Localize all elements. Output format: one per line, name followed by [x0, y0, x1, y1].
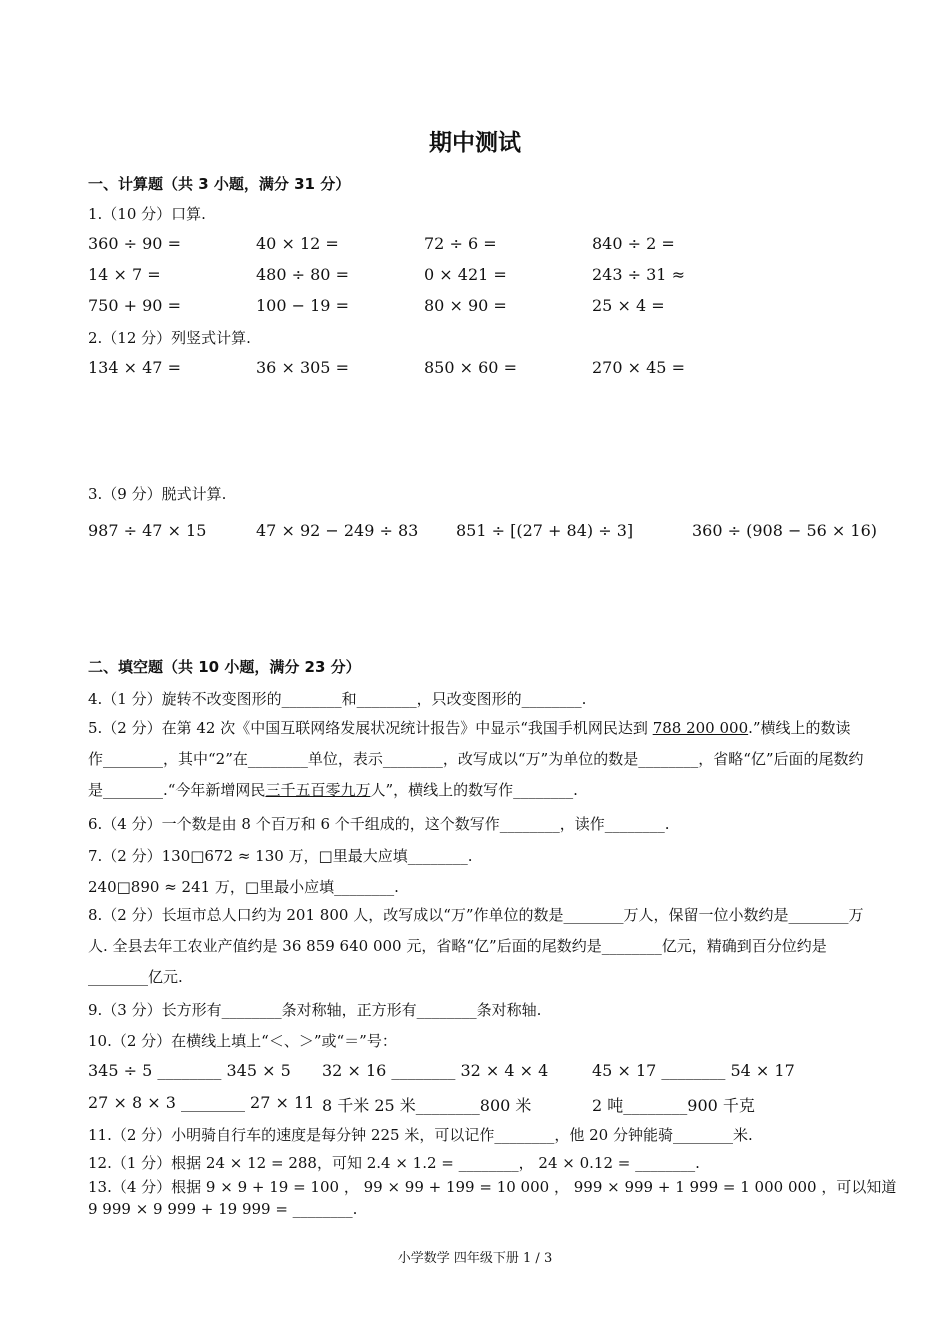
section-heading-calculation: 一、计算题（共 3 小题，满分 31 分）	[88, 175, 351, 193]
q10-item: 27 × 8 × 3 ________ 27 × 11	[88, 1093, 315, 1112]
question-12: 12.（1 分）根据 24 × 12 = 288，可知 2.4 × 1.2 = ________， 24 × 0.12 = ________.	[88, 1154, 700, 1172]
q10-item: 45 × 17 ________ 54 × 17	[592, 1061, 795, 1080]
q2-item: 270 × 45 =	[592, 358, 685, 377]
q5-number: 788 200 000	[652, 719, 749, 737]
q5-text-a: 5.（2 分）在第 42 次《中国互联网络发展状况统计报告》中显示“我国手机网民达到	[88, 719, 653, 737]
q1-item: 360 ÷ 90 =	[88, 234, 181, 253]
q1-item: 25 × 4 =	[592, 296, 665, 315]
q3-item: 47 × 92 − 249 ÷ 83	[256, 521, 419, 540]
q1-item: 0 × 421 =	[424, 265, 507, 284]
page-footer: 小学数学 四年级下册 1 / 3	[397, 1251, 553, 1266]
q2-item: 134 × 47 =	[88, 358, 181, 377]
q3-item: 851 ÷ [(27 + 84) ÷ 3]	[456, 521, 634, 540]
q3-item: 360 ÷ (908 − 56 × 16)	[692, 521, 878, 540]
q1-item: 480 ÷ 80 =	[256, 265, 349, 284]
q1-item: 840 ÷ 2 =	[592, 234, 675, 253]
q3-item: 987 ÷ 47 × 15	[88, 521, 207, 540]
question-10-label: 10.（2 分）在横线上填上“＜、＞”或“＝”号：	[88, 1032, 397, 1050]
q2-item: 36 × 305 =	[256, 358, 349, 377]
question-6: 6.（4 分）一个数是由 8 个百万和 6 个千组成的，这个数写作________，读作________.	[88, 815, 670, 833]
q5-words: 三千五百零九万	[265, 781, 371, 799]
q1-item: 72 ÷ 6 =	[424, 234, 497, 253]
q1-item: 14 × 7 =	[88, 265, 161, 284]
section-heading-fill-blank: 二、填空题（共 10 小题，满分 23 分）	[88, 658, 361, 676]
question-7a: 7.（2 分）130□672 ≈ 130 万，□里最大应填________.	[88, 847, 473, 865]
question-9: 9.（3 分）长方形有________条对称轴，正方形有________条对称轴.	[88, 1001, 542, 1019]
q1-item: 750 + 90 =	[88, 296, 181, 315]
q2-item: 850 × 60 =	[424, 358, 517, 377]
question-11: 11.（2 分）小明骑自行车的速度是每分钟 225 米，可以记作________，他 20 分钟能骑________米.	[88, 1126, 753, 1144]
page-title: 期中测试	[429, 130, 521, 156]
question-4: 4.（1 分）旋转不改变图形的________和________，只改变图形的________.	[88, 690, 587, 708]
q1-item: 243 ÷ 31 ≈	[592, 265, 685, 284]
question-13a: 13.（4 分）根据 9 × 9 + 19 = 100 ， 99 × 99 + 199 = 10 000 ， 999 × 999 + 1 999 = 1 000 000 ，可以知道	[88, 1178, 897, 1196]
question-13b: 9 999 × 9 999 + 19 999 = ________.	[88, 1200, 358, 1218]
q5-text-c: 人”，横线上的数写作________.	[370, 781, 578, 799]
q10-item: 345 ÷ 5 ________ 345 × 5	[88, 1061, 291, 1080]
q1-item: 80 × 90 =	[424, 296, 507, 315]
question-8: 8.（2 分）长垣市总人口约为 201 800 人，改写成以“万”作单位的数是________万人，保留一位小数约是________万人. 全县去年工农业产值约是 36 859 640 000 元，省略“亿”后面的尾数约是________亿元，精确到百分位约是________亿元.	[88, 906, 864, 986]
question-7b: 240□890 ≈ 241 万，□里最小应填________.	[88, 878, 399, 896]
question-2-label: 2.（12 分）列竖式计算.	[88, 329, 251, 347]
q1-item: 40 × 12 =	[256, 234, 339, 253]
question-5	[88, 713, 864, 806]
q10-item: 2 吨________900 千克	[592, 1096, 755, 1115]
question-1-label: 1.（10 分）口算.	[88, 205, 206, 223]
q10-item: 8 千米 25 米________800 米	[322, 1096, 532, 1115]
q1-item: 100 − 19 =	[256, 296, 349, 315]
q10-item: 32 × 16 ________ 32 × 4 × 4	[322, 1061, 549, 1080]
question-3-label: 3.（9 分）脱式计算.	[88, 485, 227, 503]
q5-text-b: .”横线上的数读作________，其中“2”在________单位，表示________，改写成以“万”为单位的数是________，省略“亿”后面的尾数约是________.“今年新增网民	[88, 719, 864, 799]
